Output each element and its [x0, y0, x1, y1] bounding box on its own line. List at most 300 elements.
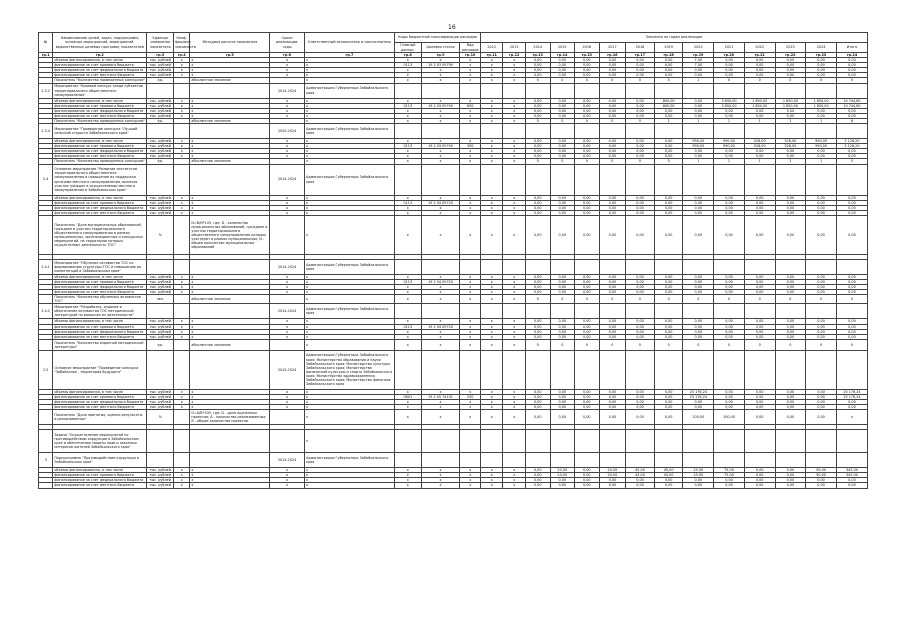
table-cell: 1 850,00	[744, 98, 775, 103]
table-cell: 25,00	[683, 468, 714, 473]
table-cell: x	[190, 195, 270, 200]
table-cell: 0,00	[806, 279, 837, 284]
table-cell: 2014-2024	[270, 259, 305, 274]
table-cell: x	[304, 159, 394, 164]
table-cell: x	[480, 210, 503, 215]
table-cell: 0,00	[654, 319, 683, 324]
table-cell: финансирование за счет краевого бюджета	[53, 473, 147, 478]
table-cell: 0113	[395, 279, 422, 284]
table-cell: 5	[836, 159, 867, 164]
table-cell: 0,00	[775, 200, 806, 205]
table-cell: 0,00	[525, 410, 550, 425]
table-cell: x	[480, 200, 503, 205]
table-cell: тыс. рублей	[147, 319, 174, 324]
table-cell: 0	[575, 339, 600, 350]
table-cell: 990,00	[806, 139, 837, 144]
table-cell: x	[480, 159, 503, 164]
table-cell: x	[421, 118, 460, 123]
table-cell: x	[503, 329, 526, 334]
table-cell: x	[395, 483, 422, 488]
table-cell	[744, 259, 775, 274]
table-cell	[683, 430, 714, 453]
table-cell: 0,00	[714, 324, 745, 329]
table-cell: 0,00	[525, 139, 550, 144]
table-cell: x	[174, 68, 190, 73]
table-cell	[654, 259, 683, 274]
table-cell: x	[395, 73, 422, 78]
table-cell: финансирование за счет федерального бюджета	[53, 400, 147, 405]
table-cell	[836, 350, 867, 389]
table-cell: x	[480, 63, 503, 68]
column-index-cell: гр.14	[550, 53, 575, 58]
table-cell: 0,00	[806, 400, 837, 405]
table-cell: x	[480, 279, 503, 284]
table-cell: 75,00	[714, 473, 745, 478]
table-cell: x	[304, 339, 394, 350]
table-cell	[714, 350, 745, 389]
table-cell: x	[460, 478, 480, 483]
table-cell: 0,00	[626, 144, 655, 149]
table-cell: x	[480, 473, 503, 478]
table-cell: x	[174, 473, 190, 478]
table-cell: x	[421, 58, 460, 63]
table-cell: x	[174, 405, 190, 410]
table-cell: x	[480, 78, 503, 83]
table-cell: 0,00	[626, 329, 655, 334]
table-cell: 0,00	[525, 279, 550, 284]
table-cell: абсолютное значение	[190, 295, 270, 304]
table-cell: x	[503, 73, 526, 78]
table-cell: x	[421, 108, 460, 113]
table-cell: 0,00	[806, 73, 837, 78]
table-cell: x	[460, 200, 480, 205]
table-cell: 990,00	[683, 144, 714, 149]
table-cell: x	[395, 319, 422, 324]
table-cell: 0,00	[654, 113, 683, 118]
table-cell: 10 744,80	[836, 98, 867, 103]
table-cell: 0,00	[714, 279, 745, 284]
table-cell: 0,00	[626, 58, 655, 63]
table-cell: 0,00	[836, 210, 867, 215]
table-cell: 528,00	[775, 144, 806, 149]
table-cell: тыс. рублей	[147, 468, 174, 473]
table-cell: 0,00	[550, 405, 575, 410]
table-cell	[744, 304, 775, 319]
table-cell: 0,00	[626, 68, 655, 73]
table-cell	[836, 304, 867, 319]
table-cell: 0	[626, 78, 655, 83]
table-cell: 0,00	[775, 400, 806, 405]
table-cell: 0,00	[654, 285, 683, 290]
table-cell: 0,00	[654, 215, 683, 254]
table-cell: x	[480, 205, 503, 210]
table-cell	[174, 430, 190, 453]
table-cell: x	[421, 389, 460, 394]
table-cell: 0,00	[599, 394, 626, 399]
table-cell: 0	[599, 159, 626, 164]
table-cell: тыс. рублей	[147, 210, 174, 215]
header-responsible: Ответственный исполнитель и соисполнитель	[304, 33, 394, 53]
table-cell: 0,00	[626, 285, 655, 290]
table-cell: x	[304, 154, 394, 159]
table-cell: 0,00	[744, 478, 775, 483]
program-table	[38, 32, 868, 489]
table-cell: 0,00	[550, 108, 575, 113]
table-cell: 0,00	[626, 200, 655, 205]
table-cell: x	[190, 473, 270, 478]
column-index-cell: гр.4	[174, 53, 190, 58]
table-cell	[147, 259, 174, 274]
table-cell: x	[395, 154, 422, 159]
table-cell: 0,00	[599, 139, 626, 144]
table-cell: 0,00	[806, 394, 837, 399]
table-cell: Администрация Губернатора Забайкальского края; Министерство образования и науки Забайкальского края; Министерство культуры Забайкальского края; Министерство физической культуры и спорта Забайкальского края; Министерство здравоохранения Забайкальского края; Министерство финансов Забайкальского края	[304, 350, 394, 389]
table-cell: 1	[714, 159, 745, 164]
table-cell	[683, 304, 714, 319]
table-cell: x	[395, 473, 422, 478]
table-cell: тыс. рублей	[147, 473, 174, 478]
header-year: 2020	[683, 43, 714, 53]
table-cell	[654, 124, 683, 139]
table-cell: 0,00	[836, 329, 867, 334]
table-cell: x	[190, 285, 270, 290]
table-cell	[599, 430, 626, 453]
table-cell: Администрация Губернатора Забайкальского края	[304, 453, 394, 468]
table-cell	[480, 350, 503, 389]
table-cell: x	[270, 195, 305, 200]
table-cell: 0,00	[626, 73, 655, 78]
table-cell: 345,00	[836, 468, 867, 473]
table-cell	[654, 83, 683, 98]
table-cell: x	[304, 139, 394, 144]
table-cell	[395, 164, 422, 195]
table-cell: 0,00	[525, 63, 550, 68]
table-cell	[460, 304, 480, 319]
table-cell: тыс. рублей	[147, 73, 174, 78]
table-cell: 2.3.4	[39, 124, 53, 139]
table-cell: x	[480, 103, 503, 108]
table-cell	[395, 350, 422, 389]
table-cell	[460, 164, 480, 195]
table-cell	[147, 430, 174, 453]
table-cell: 990,00	[714, 139, 745, 144]
table-cell: 0,00	[550, 200, 575, 205]
table-cell: 0,00	[599, 200, 626, 205]
table-cell: x	[480, 405, 503, 410]
table-cell: 0,00	[599, 195, 626, 200]
table-cell: 0,00	[744, 108, 775, 113]
table-cell	[395, 124, 422, 139]
table-cell: тыс. рублей	[147, 200, 174, 205]
table-cell: 0,00	[714, 274, 745, 279]
table-cell: x	[421, 295, 460, 304]
table-cell: 0,00	[599, 108, 626, 113]
table-cell: 0,00	[550, 154, 575, 159]
table-cell: 0,00	[575, 210, 600, 215]
table-cell: x	[395, 389, 422, 394]
table-cell: 0,00	[744, 290, 775, 295]
table-cell: 0,00	[575, 200, 600, 205]
table-cell: 0,00	[654, 63, 683, 68]
table-cell: 0,00	[775, 195, 806, 200]
table-cell: x	[174, 290, 190, 295]
table-cell: x	[174, 319, 190, 324]
table-cell: 0,00	[683, 324, 714, 329]
table-cell: тыс. рублей	[147, 68, 174, 73]
table-cell: 0,00	[550, 334, 575, 339]
table-cell: 0,00	[525, 200, 550, 205]
header-year: 2018	[626, 43, 655, 53]
table-cell: x	[270, 274, 305, 279]
table-cell	[599, 164, 626, 195]
table-cell: x	[395, 210, 422, 215]
table-cell: 0	[626, 295, 655, 304]
table-cell: x	[503, 58, 526, 63]
table-cell: 0,00	[599, 405, 626, 410]
column-index-cell: гр.23	[806, 53, 837, 58]
table-cell: x	[270, 279, 305, 284]
table-cell: x	[421, 78, 460, 83]
table-cell: Мероприятие "Разработка, издание и обеспечение активистов ТОС методической литературой по вопросам их деятельности"	[53, 304, 147, 319]
table-cell: 0,00	[683, 210, 714, 215]
header-budget-col: Вид расходов	[461, 43, 479, 52]
table-cell: x	[421, 483, 460, 488]
table-cell	[174, 215, 190, 254]
table-cell: 0,00	[525, 108, 550, 113]
table-cell: x	[503, 483, 526, 488]
table-row	[39, 339, 868, 350]
table-cell: x	[304, 334, 394, 339]
table-cell: 0,00	[744, 274, 775, 279]
table-cell: 0,00	[775, 410, 806, 425]
table-cell: x	[190, 290, 270, 295]
table-cell: 0,00	[575, 483, 600, 488]
table-cell: 0,00	[714, 113, 745, 118]
table-cell	[626, 164, 655, 195]
table-cell: x	[503, 468, 526, 473]
table-cell	[744, 453, 775, 468]
table-cell: 0,00	[575, 405, 600, 410]
table-cell: 0,00	[626, 103, 655, 108]
table-cell: 0	[525, 78, 550, 83]
table-cell: тыс. рублей	[147, 195, 174, 200]
table-cell: 0,00	[744, 279, 775, 284]
table-cell: 0,00	[654, 279, 683, 284]
table-cell: 0,00	[575, 290, 600, 295]
table-cell	[503, 164, 526, 195]
table-cell: 0,00	[806, 195, 837, 200]
table-cell: финансирование за счет краевого бюджета	[53, 200, 147, 205]
table-cell	[480, 453, 503, 468]
table-cell: финансирование за счет федерального бюджета	[53, 149, 147, 154]
table-cell: x	[270, 103, 305, 108]
table-cell: 0,00	[683, 329, 714, 334]
table-cell: x	[190, 63, 270, 68]
table-cell: x	[174, 149, 190, 154]
table-cell: %	[147, 215, 174, 254]
column-index-cell: гр.12	[503, 53, 526, 58]
table-cell: x	[503, 274, 526, 279]
header-budget-col: Целевая статья	[421, 43, 460, 53]
table-cell: 2014-2024	[270, 83, 305, 98]
table-cell: Администрация Губернатора Забайкальского края	[304, 304, 394, 319]
table-cell: x	[460, 274, 480, 279]
table-cell: 0,00	[550, 215, 575, 254]
table-cell: 45,00	[626, 468, 655, 473]
table-cell: x	[421, 205, 460, 210]
table-cell: 0,00	[775, 468, 806, 473]
table-cell: Мероприятие "Краевой конкурс среди субъектов территориального общественного самоуправления"	[53, 83, 147, 98]
table-cell	[174, 295, 190, 304]
table-cell: тыс. рублей	[147, 279, 174, 284]
table-cell: 0,00	[525, 468, 550, 473]
table-cell: 3 126,20	[836, 144, 867, 149]
table-cell: x	[460, 195, 480, 200]
table-cell: x	[395, 285, 422, 290]
table-cell: x	[190, 329, 270, 334]
table-cell: 0	[550, 118, 575, 123]
table-cell: x	[304, 144, 394, 149]
table-cell: 0,00	[683, 483, 714, 488]
table-cell	[395, 259, 422, 274]
table-cell: x	[460, 410, 480, 425]
table-cell: x	[190, 334, 270, 339]
table-cell	[39, 483, 53, 488]
table-cell: 0,00	[654, 195, 683, 200]
table-cell: 0,00	[714, 478, 745, 483]
table-cell: 0113	[395, 63, 422, 68]
table-cell: 0,00	[575, 473, 600, 478]
table-cell	[190, 124, 270, 139]
table-cell: x	[304, 68, 394, 73]
table-cell: 528,00	[744, 139, 775, 144]
table-cell: финансирование за счет краевого бюджета	[53, 63, 147, 68]
table-cell: 0,00	[626, 195, 655, 200]
table-cell	[575, 350, 600, 389]
table-cell: x	[304, 279, 394, 284]
table-cell: 0,00	[836, 324, 867, 329]
table-cell	[683, 83, 714, 98]
table-cell: 0,00	[744, 483, 775, 488]
column-index-cell: гр.8	[395, 53, 422, 58]
table-cell: 0,00	[575, 113, 600, 118]
table-cell: 2.4	[39, 164, 53, 195]
table-cell: 0,00	[550, 73, 575, 78]
column-index-cell: гр.9	[421, 53, 460, 58]
table-cell: 1	[744, 159, 775, 164]
table-cell: 2.4.2	[39, 304, 53, 319]
table-cell: 0,00	[744, 149, 775, 154]
table-cell: 0,00	[575, 195, 600, 200]
table-cell: 0,00	[550, 58, 575, 63]
table-cell: x	[190, 319, 270, 324]
table-cell: 528,00	[775, 139, 806, 144]
table-cell: x	[421, 285, 460, 290]
table-cell	[39, 215, 53, 254]
table-cell	[190, 304, 270, 319]
table-cell: 0,00	[626, 334, 655, 339]
table-cell: x	[190, 205, 270, 210]
table-cell: 7,00	[683, 63, 714, 68]
table-cell: x	[480, 410, 503, 425]
table-cell: 0,00	[550, 149, 575, 154]
table-cell: 0,00	[775, 394, 806, 399]
table-cell: 0,00	[599, 68, 626, 73]
table-cell: x	[190, 274, 270, 279]
table-cell: x	[421, 339, 460, 350]
table-cell	[744, 83, 775, 98]
table-cell: 0,00	[806, 319, 837, 324]
table-cell: 0,00	[626, 108, 655, 113]
table-cell: 0,00	[744, 410, 775, 425]
table-cell: x	[480, 73, 503, 78]
table-cell: 0,00	[775, 205, 806, 210]
table-cell: 0,00	[714, 73, 745, 78]
table-cell: 1	[806, 118, 837, 123]
table-cell: 0,00	[575, 149, 600, 154]
table-cell: 0,00	[683, 274, 714, 279]
table-cell: 0,00	[836, 68, 867, 73]
table-cell: 0,00	[775, 329, 806, 334]
table-cell: x	[421, 210, 460, 215]
table-cell: x	[190, 98, 270, 103]
table-cell: 0,00	[550, 483, 575, 488]
table-cell: 1	[775, 159, 806, 164]
column-index-cell: гр.21	[744, 53, 775, 58]
table-cell	[683, 259, 714, 274]
header-year: 2016	[575, 43, 600, 53]
table-cell	[480, 124, 503, 139]
table-cell: 0,00	[525, 483, 550, 488]
table-cell: x	[460, 205, 480, 210]
table-cell: x	[190, 103, 270, 108]
table-cell: 0	[806, 295, 837, 304]
table-cell: 0,00	[599, 103, 626, 108]
table-cell: 0,00	[683, 205, 714, 210]
table-cell: 0	[654, 339, 683, 350]
table-cell: 0,00	[575, 324, 600, 329]
table-cell: 0,00	[775, 274, 806, 279]
table-cell: объемы финансирования, в том числе	[53, 195, 147, 200]
table-cell: 0,00	[775, 113, 806, 118]
header-year: 2014	[525, 43, 550, 53]
table-cell: x	[460, 279, 480, 284]
table-cell: x	[304, 195, 394, 200]
table-cell: 0	[599, 295, 626, 304]
table-cell: x	[190, 58, 270, 63]
table-cell: x	[174, 103, 190, 108]
table-cell: 0,00	[575, 205, 600, 210]
table-cell: x	[503, 113, 526, 118]
header-year: 2012	[480, 43, 503, 53]
table-cell: 990,00	[806, 144, 837, 149]
table-cell: x	[174, 58, 190, 63]
table-cell: 0,00	[525, 400, 550, 405]
table-cell	[190, 430, 270, 453]
table-cell: 0,00	[683, 108, 714, 113]
table-cell	[626, 453, 655, 468]
table-cell: x	[480, 285, 503, 290]
table-cell	[147, 83, 174, 98]
table-cell: x	[503, 98, 526, 103]
table-cell: D=A/B*100, где: D - доля оцененных проектов; A - количество реализованных; B - общее количество проектов	[190, 410, 270, 425]
table-row	[39, 350, 868, 389]
table-cell: x	[480, 149, 503, 154]
column-index-cell: гр.2	[53, 53, 147, 58]
table-cell: 0,00	[744, 215, 775, 254]
table-cell: x	[460, 215, 480, 254]
table-cell: 0,00	[575, 274, 600, 279]
